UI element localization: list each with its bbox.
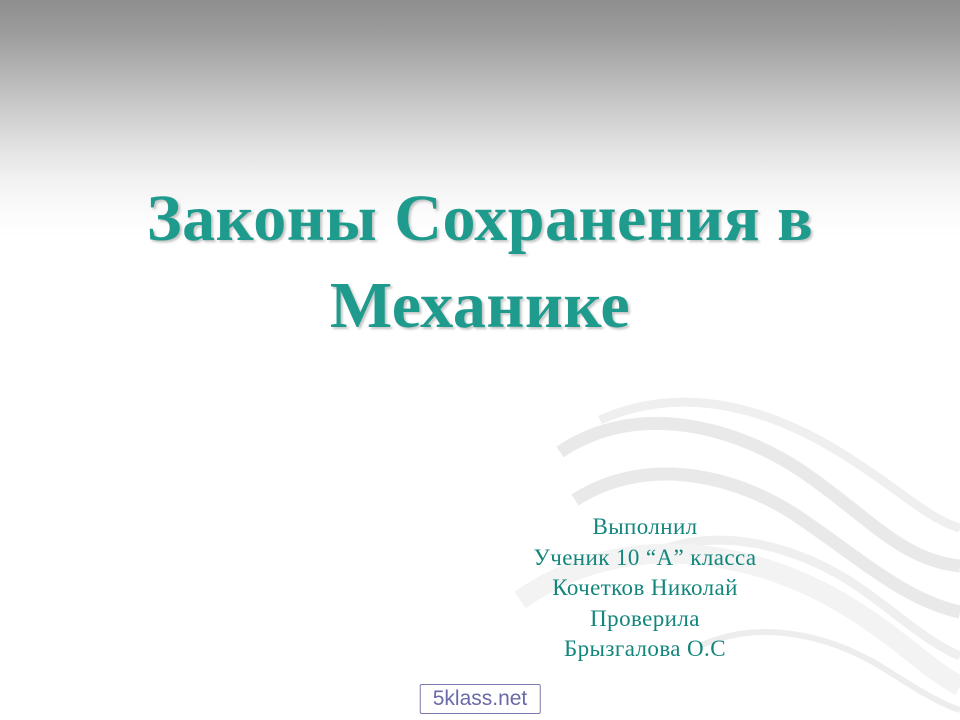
watermark-badge <box>420 684 541 714</box>
title-line-1: Законы Сохранения в <box>146 182 814 255</box>
watermark-label: 5klass.net <box>432 687 528 710</box>
byline-line-2: Ученик 10 “А” класса <box>533 544 757 570</box>
slide-title <box>60 175 900 349</box>
title-line-2: Механике <box>329 269 631 343</box>
slide-byline <box>385 512 905 665</box>
byline-line-3: Кочетков Николай <box>552 575 738 601</box>
byline-line-4: Проверила <box>590 605 700 631</box>
byline-line-5: Брызгалова О.С <box>564 636 726 662</box>
byline-line-1: Выполнил <box>592 514 698 539</box>
